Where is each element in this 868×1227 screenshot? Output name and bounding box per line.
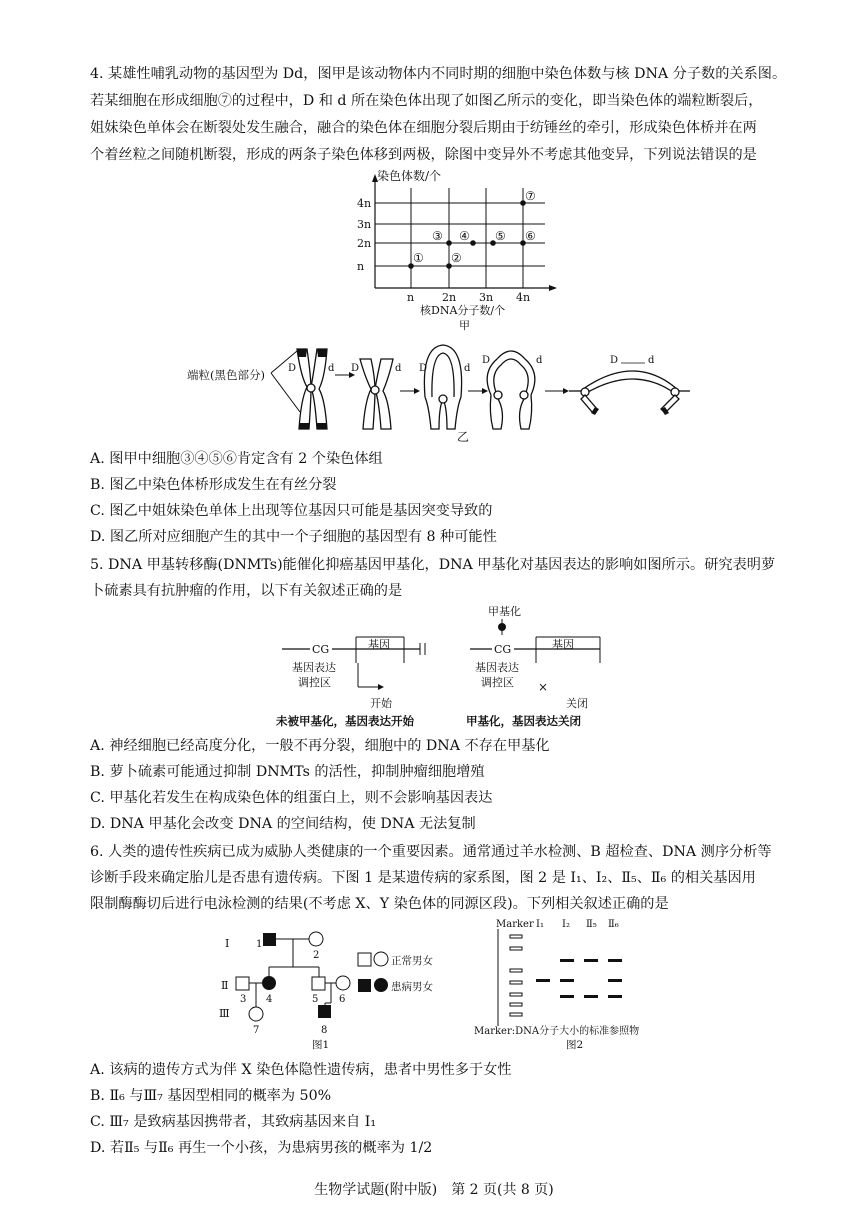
label-II5: 5 <box>312 994 319 1005</box>
band-II6-3 <box>608 995 622 998</box>
q6-option-c: C. Ⅲ₇ 是致病基因携带者，其致病基因来自 Ⅰ₁ <box>90 1114 377 1130</box>
label-III8: 8 <box>321 1025 328 1036</box>
q4-option-d: D. 图乙所对应细胞产生的其中一个子细胞的基因型有 8 种可能性 <box>90 529 497 545</box>
band-I2-1 <box>560 959 574 962</box>
lane-I1: Ⅰ₁ <box>536 919 544 930</box>
q4-option-c: C. 图乙中姐妹染色单体上出现等位基因只可能是基因突变导致的 <box>90 503 493 519</box>
q5-option-a: A. 神经细胞已经高度分化，一般不再分裂，细胞中的 DNA 不存在甲基化 <box>90 738 550 754</box>
lane-marker: Marker <box>496 919 534 930</box>
lane-I2: Ⅰ₂ <box>562 919 570 930</box>
band-II5-1 <box>584 959 598 962</box>
II6-normal-female <box>336 976 350 990</box>
legend-affected-female <box>374 978 388 992</box>
lane-II6: Ⅱ₆ <box>608 919 619 930</box>
region-right-2: 调控区 <box>481 676 514 689</box>
point-4 <box>470 240 476 246</box>
legend-normal-male <box>358 953 371 966</box>
band-II6-1 <box>608 959 622 962</box>
q4-option-a: A. 图甲中细胞③④⑤⑥肯定含有 2 个染色体组 <box>90 451 383 467</box>
stage1-D: D <box>288 363 297 374</box>
q6-line-3: 限制酶酶切后进行电泳检测的结果(不考虑 X、Y 染色体的同源区段)。下列相关叙述正确的是 <box>90 896 669 912</box>
legend-affected: 患病男女 <box>391 981 433 993</box>
x-tick-4n: 4n <box>516 291 531 304</box>
point-label-5: ⑤ <box>495 229 506 243</box>
x-tick-3n: 3n <box>479 291 494 304</box>
caption-right: 甲基化，基因表达关闭 <box>466 714 581 728</box>
band-I2-2 <box>560 979 574 982</box>
band-II5-2 <box>584 995 598 998</box>
q5-line-1: 5. DNA 甲基转移酶(DNMTs)能催化抑癌基因甲基化，DNA 甲基化对基因表达的影响如图所示。研究表明萝 <box>90 557 776 573</box>
page-footer: 生物学试题(附中版) 第 2 页(共 8 页) <box>314 1182 554 1198</box>
lane-II5: Ⅱ₅ <box>586 919 597 930</box>
y-axis-label: 染色体数/个 <box>377 169 442 183</box>
label-III7: 7 <box>253 1025 260 1036</box>
stage2-D: D <box>351 363 360 374</box>
point-label-4: ④ <box>459 229 470 243</box>
y-tick-2n: 2n <box>357 237 372 250</box>
telomere-label: 端粒(黑色部分) <box>187 368 265 382</box>
stage5-D: D <box>610 355 619 366</box>
q4-figure-yi <box>185 337 690 445</box>
I1-affected-male <box>263 933 276 946</box>
x-mark: × <box>538 680 549 694</box>
gel-caption: 图2 <box>566 1039 584 1051</box>
y-tick-4n: 4n <box>357 197 372 210</box>
label-II4: 4 <box>266 994 273 1005</box>
label-II3: 3 <box>240 994 247 1005</box>
chromosome-stage-3 <box>424 345 461 429</box>
band-I1-1 <box>536 979 550 982</box>
close-label: 关闭 <box>566 697 588 710</box>
stage3-D: D <box>419 363 428 374</box>
gen-I: Ⅰ <box>225 937 230 950</box>
stage4-d: d <box>536 355 543 366</box>
q5-line-2: 卜硫素具有抗肿瘤的作用，以下有关叙述正确的是 <box>90 583 403 599</box>
q6-option-b: B. Ⅱ₆ 与Ⅲ₇ 基因型相同的概率为 50% <box>90 1088 332 1104</box>
x-tick-n: n <box>407 291 415 304</box>
q4-line-4: 个着丝粒之间随机断裂，形成的两条子染色体移到两极，除图中变异外不考虑其他变异，下列说法错误的是 <box>90 147 757 163</box>
gel-footnote: Marker:DNA分子大小的标准参照物 <box>474 1026 640 1037</box>
stage5-d: d <box>648 355 655 366</box>
stage4-D: D <box>482 355 491 366</box>
q4-line-3: 姐妹染色单体会在断裂处发生融合，融合的染色体在细胞分裂后期由于纺锤丝的牵引，形成染色体桥并在两 <box>90 120 757 136</box>
II4-affected-female <box>262 976 276 990</box>
q5-option-d: D. DNA 甲基化会改变 DNA 的空间结构，使 DNA 无法复制 <box>90 816 476 832</box>
methyl-label: 甲基化 <box>488 605 521 618</box>
q6-gel-electrophoresis <box>470 913 675 1053</box>
point-label-2: ② <box>451 251 462 265</box>
y-tick-3n: 3n <box>357 218 372 231</box>
cg-right: CG <box>494 643 512 656</box>
cg-left: CG <box>312 643 330 656</box>
point-label-3: ③ <box>432 229 443 243</box>
x-axis-label: 核DNA分子数/个 <box>420 304 506 317</box>
legend-normal-female <box>374 952 388 966</box>
legend-normal: 正常男女 <box>391 955 433 967</box>
chromosome-stage-2 <box>360 359 393 429</box>
caption-left: 未被甲基化，基因表达开始 <box>276 714 414 728</box>
II3-normal-male <box>236 977 249 990</box>
pedigree-caption: 图1 <box>312 1039 330 1051</box>
legend-affected-male <box>358 979 371 992</box>
point-label-1: ① <box>413 251 424 265</box>
gen-III: Ⅲ <box>219 1007 230 1020</box>
stage1-d: d <box>328 363 335 374</box>
gene-left: 基因 <box>368 638 390 651</box>
region-left-1: 基因表达 <box>292 661 336 674</box>
q6-option-a: A. 该病的遗传方式为伴 X 染色体隐性遗传病，患者中男性多于女性 <box>90 1062 512 1078</box>
point-label-6: ⑥ <box>525 229 536 243</box>
q6-line-1: 6. 人类的遗传性疾病已成为威胁人类健康的一个重要因素。通常通过羊水检测、B 超检查、DNA 测序分析等 <box>90 844 772 860</box>
II5-normal-male <box>312 977 325 990</box>
chromosome-stage-1 <box>297 349 327 429</box>
chromosome-stage-4 <box>487 351 535 429</box>
stage2-d: d <box>395 363 402 374</box>
y-tick-n: n <box>357 260 365 273</box>
q5-option-b: B. 萝卜硫素可能通过抑制 DNMTs 的活性，抑制肿瘤细胞增殖 <box>90 764 485 780</box>
q4-line-2: 若某细胞在形成细胞⑦的过程中，D 和 d 所在染色体出现了如图乙所示的变化，即当染色体的端粒断裂后， <box>90 93 763 109</box>
figure-yi-caption: 乙 <box>457 430 470 444</box>
q4-line-1: 4. 某雄性哺乳动物的基因型为 Dd，图甲是该动物体内不同时期的细胞中染色体数与核 DNA 分子数的关系图。 <box>90 66 787 82</box>
stage3-d: d <box>464 363 471 374</box>
gen-II: Ⅱ <box>221 979 229 992</box>
III8-affected-male <box>318 1005 331 1018</box>
band-II6-2 <box>608 979 622 982</box>
band-I2-3 <box>560 995 574 998</box>
label-I1: 1 <box>256 939 263 950</box>
point-3 <box>446 240 452 246</box>
q6-option-d: D. 若Ⅱ₅ 与Ⅱ₆ 再生一个小孩，为患病男孩的概率为 1/2 <box>90 1140 433 1156</box>
III7-normal-female <box>249 1007 263 1021</box>
point-label-7: ⑦ <box>525 189 536 203</box>
I2-normal-female <box>309 932 323 946</box>
gene-right: 基因 <box>552 638 574 651</box>
chromosome-stage-5 <box>569 371 690 413</box>
label-II6: 6 <box>339 994 346 1005</box>
region-right-1: 基因表达 <box>475 661 519 674</box>
region-left-2: 调控区 <box>298 676 331 689</box>
x-tick-2n: 2n <box>442 291 457 304</box>
q4-chart-jia <box>355 168 565 336</box>
start-label: 开始 <box>370 697 392 710</box>
q5-methylation-figure <box>270 603 620 730</box>
label-I2: 2 <box>313 950 320 961</box>
q6-pedigree <box>215 925 465 1053</box>
q4-option-b: B. 图乙中染色体桥形成发生在有丝分裂 <box>90 477 337 493</box>
q6-line-2: 诊断手段来确定胎儿是否患有遗传病。下图 1 是某遗传病的家系图，图 2 是 Ⅰ₁、Ⅰ₂、Ⅱ₅、Ⅱ₆ 的相关基因用 <box>90 870 756 886</box>
chart-caption: 甲 <box>459 319 470 332</box>
q5-option-c: C. 甲基化若发生在构成染色体的组蛋白上，则不会影响基因表达 <box>90 790 493 806</box>
